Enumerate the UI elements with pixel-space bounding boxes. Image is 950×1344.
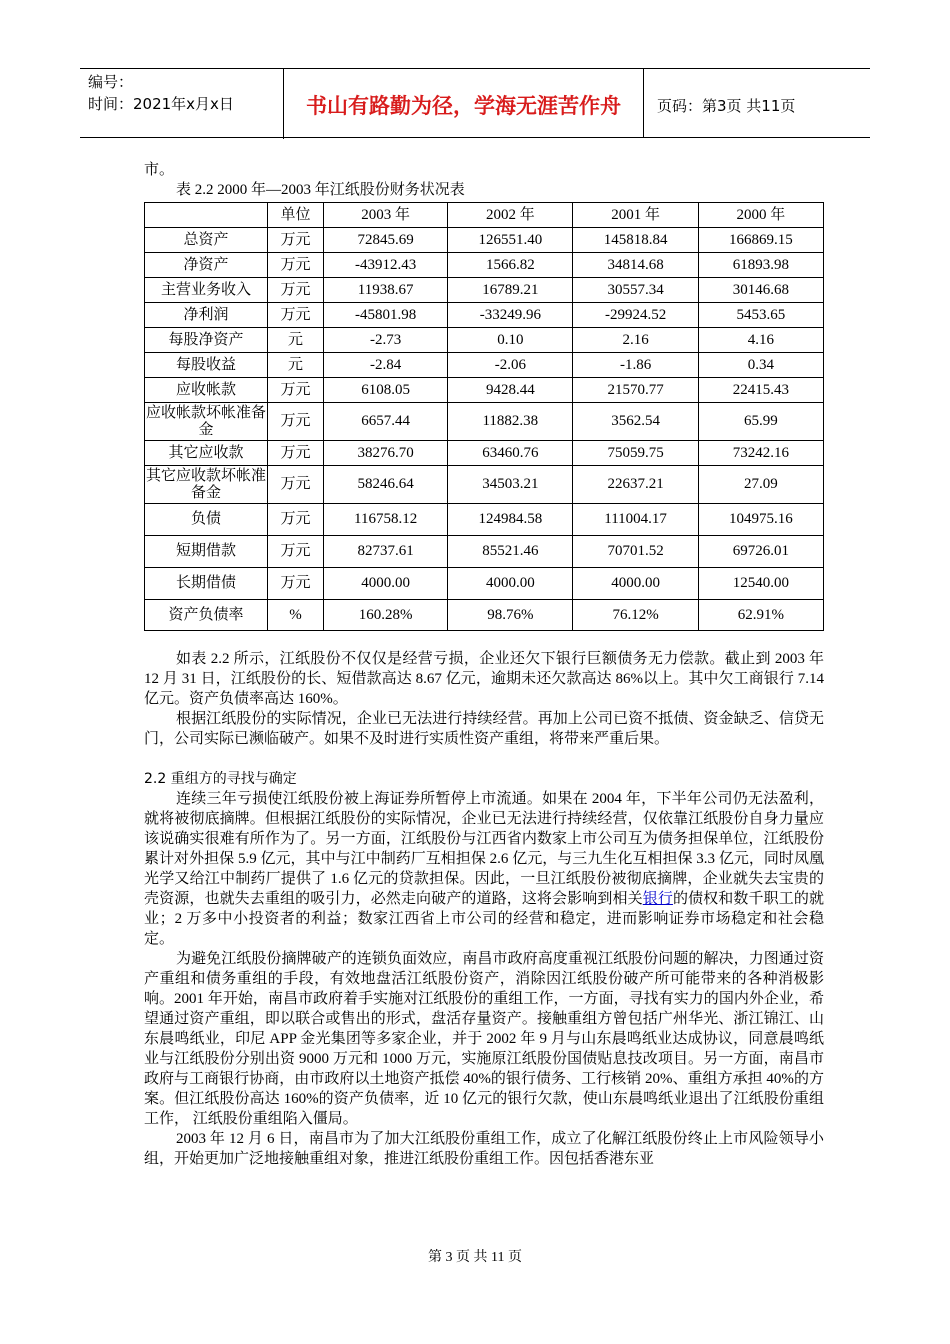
row-label-cell: 每股净资产 xyxy=(145,328,268,353)
value-cell-2003: 82737.61 xyxy=(324,536,448,568)
value-cell-2001: 22637.21 xyxy=(573,466,698,504)
unit-cell: 万元 xyxy=(268,303,324,328)
value-cell-2003: -2.84 xyxy=(324,353,448,378)
table-header-row xyxy=(145,203,824,228)
value-cell-2003: -2.73 xyxy=(324,328,448,353)
unit-cell: % xyxy=(268,600,324,631)
paragraph-text: 连续三年亏损使江纸股份被上海证券所暂停上市流通。如果在 2004 年，下半年公司仍无法盈利，就将被彻底摘牌。但根据江纸股份的实际情况，企业已无法进行持续经营，仅依靠江纸股份自身力量应该说确实很难有所作为了。另一方面，江纸股份与江西省内数家上市公司互为债务担保单位，江纸股份累计对外担保 5.9 亿元，其中与江中制药厂互相担保 2.6 亿元，与三九生化互相担保 3.3 亿元，同时凤凰光学又给江中制药厂提供了 1.6 亿元的贷款担保。因此，一旦江纸股份被彻底摘牌，企业就失去宝贵的壳资源，也就失去重组的吸引力，必然走向破产的道路，这将会影响到相关 xyxy=(144,791,824,907)
unit-cell: 万元 xyxy=(268,403,324,441)
unit-cell: 万元 xyxy=(268,253,324,278)
row-label-cell: 净资产 xyxy=(145,253,268,278)
value-cell-2000: 27.09 xyxy=(698,466,823,504)
value-cell-2003: 160.28% xyxy=(324,600,448,631)
value-cell-2002: 0.10 xyxy=(448,328,573,353)
row-label-cell: 净利润 xyxy=(145,303,268,328)
table-row xyxy=(145,378,824,403)
table-row xyxy=(145,353,824,378)
value-cell-2000: 166869.15 xyxy=(698,228,823,253)
row-label-cell: 应收帐款坏帐准备金 xyxy=(145,403,268,441)
value-cell-2001: 70701.52 xyxy=(573,536,698,568)
table-row xyxy=(145,278,824,303)
document-body xyxy=(144,160,824,1169)
paragraph: 为避免江纸股份摘牌破产的连锁负面效应，南昌市政府高度重视江纸股份问题的解决，力图通过资产重组和债务重组的手段，有效地盘活江纸股份资产，消除因江纸股份破产所可能带来的各种消极影响。2001 年开始，南昌市政府着手实施对江纸股份的重组工作，一方面，寻找有实力的国内外企业，希望通过资产重组，即以联合或售出的形式，盘活存量资产。接触重组方曾包括广州华光、浙江锦江、山东晨鸣纸业，印尼 APP 金光集团等多家企业，并于 2002 年 9 月与山东晨鸣纸业达成协议，同意晨鸣纸业与江纸股份分别出资 9000 万元和 1000 万元，实施原江纸股份国债贴息技改项目。另一方面，南昌市政府与工商银行协商，由市政府以土地资产抵偿 40%的银行债务、工行核销 20%、重组方承担 40%的方案。但江纸股份高达 160%的资产负债率，近 10 亿元的银行欠款，使山东晨鸣纸业退出了江纸股份重组工作， 江纸股份重组陷入僵局。 xyxy=(144,951,824,1127)
unit-cell: 元 xyxy=(268,353,324,378)
header-motto: 书山有路勤为径，学海无涯苦作舟 xyxy=(284,69,644,137)
header-time: 时间：2021年x月x日 xyxy=(88,95,234,113)
header-cell: 2002 年 xyxy=(448,203,573,228)
unit-cell: 万元 xyxy=(268,536,324,568)
unit-cell: 万元 xyxy=(268,228,324,253)
header-page-info: 页码：第3页 共11页 xyxy=(657,96,796,115)
analysis-section xyxy=(144,649,824,749)
value-cell-2000: 73242.16 xyxy=(698,441,823,466)
value-cell-2003: 72845.69 xyxy=(324,228,448,253)
value-cell-2001: 2.16 xyxy=(573,328,698,353)
value-cell-2000: 30146.68 xyxy=(698,278,823,303)
value-cell-2002: 16789.21 xyxy=(448,278,573,303)
unit-cell: 万元 xyxy=(268,378,324,403)
table-row xyxy=(145,536,824,568)
value-cell-2001: 21570.77 xyxy=(573,378,698,403)
value-cell-2003: 116758.12 xyxy=(324,504,448,536)
value-cell-2003: 58246.64 xyxy=(324,466,448,504)
value-cell-2002: 124984.58 xyxy=(448,504,573,536)
value-cell-2002: 34503.21 xyxy=(448,466,573,504)
row-label-cell: 负债 xyxy=(145,504,268,536)
value-cell-2000: 4.16 xyxy=(698,328,823,353)
table-row xyxy=(145,228,824,253)
row-label-cell: 长期借债 xyxy=(145,568,268,600)
value-cell-2001: -29924.52 xyxy=(573,303,698,328)
value-cell-2001: 3562.54 xyxy=(573,403,698,441)
value-cell-2001: 75059.75 xyxy=(573,441,698,466)
value-cell-2000: 12540.00 xyxy=(698,568,823,600)
value-cell-2001: -1.86 xyxy=(573,353,698,378)
value-cell-2003: 6657.44 xyxy=(324,403,448,441)
value-cell-2000: 0.34 xyxy=(698,353,823,378)
value-cell-2002: 4000.00 xyxy=(448,568,573,600)
value-cell-2002: 9428.44 xyxy=(448,378,573,403)
paragraph: 如表 2.2 所示，江纸股份不仅仅是经营亏损，企业还欠下银行巨额债务无力偿款。截止到 2003 年 12 月 31 日，江纸股份的长、短借款高达 8.67 亿元，逾期未还欠款高达 86%以上。其中欠工商银行 7.14 亿元。资产负债率高达 160%。 xyxy=(144,651,824,707)
unit-cell: 万元 xyxy=(268,504,324,536)
value-cell-2002: 11882.38 xyxy=(448,403,573,441)
header-cell: 2001 年 xyxy=(573,203,698,228)
value-cell-2001: 30557.34 xyxy=(573,278,698,303)
value-cell-2000: 22415.43 xyxy=(698,378,823,403)
table-row xyxy=(145,504,824,536)
value-cell-2003: -43912.43 xyxy=(324,253,448,278)
value-cell-2001: 34814.68 xyxy=(573,253,698,278)
row-label-cell: 主营业务收入 xyxy=(145,278,268,303)
value-cell-2003: -45801.98 xyxy=(324,303,448,328)
section-title: 2.2 重组方的寻找与确定 xyxy=(144,771,297,787)
value-cell-2000: 69726.01 xyxy=(698,536,823,568)
table-row xyxy=(145,441,824,466)
value-cell-2001: 76.12% xyxy=(573,600,698,631)
table-row xyxy=(145,403,824,441)
value-cell-2001: 4000.00 xyxy=(573,568,698,600)
value-cell-2002: 85521.46 xyxy=(448,536,573,568)
value-cell-2001: 111004.17 xyxy=(573,504,698,536)
bank-link[interactable]: 银行 xyxy=(642,891,673,907)
row-label-cell: 应收帐款 xyxy=(145,378,268,403)
header-cell: 2000 年 xyxy=(698,203,823,228)
value-cell-2000: 104975.16 xyxy=(698,504,823,536)
value-cell-2002: -2.06 xyxy=(448,353,573,378)
row-label-cell: 每股收益 xyxy=(145,353,268,378)
table-row xyxy=(145,466,824,504)
unit-cell: 万元 xyxy=(268,278,324,303)
value-cell-2000: 65.99 xyxy=(698,403,823,441)
value-cell-2003: 6108.05 xyxy=(324,378,448,403)
header-number: 编号： xyxy=(88,73,134,91)
row-label-cell: 其它应收款 xyxy=(145,441,268,466)
paragraph-text: 的债权和数千职工的就业；2 万多中小投资者的利益；数家江西省上市公司的经营和稳定，进而影响证券市场稳定和社会稳定。 xyxy=(144,891,824,947)
header-cell: 单位 xyxy=(268,203,324,228)
unit-cell: 万元 xyxy=(268,441,324,466)
value-cell-2002: 1566.82 xyxy=(448,253,573,278)
header-cell: 2003 年 xyxy=(324,203,448,228)
row-label-cell: 资产负债率 xyxy=(145,600,268,631)
value-cell-2002: 63460.76 xyxy=(448,441,573,466)
table-row xyxy=(145,328,824,353)
intro-line: 市。 xyxy=(144,162,175,178)
value-cell-2002: 98.76% xyxy=(448,600,573,631)
unit-cell: 万元 xyxy=(268,568,324,600)
page-footer: 第 3 页 共 11 页 xyxy=(428,1250,522,1265)
table-row xyxy=(145,600,824,631)
financial-table xyxy=(144,202,824,631)
header-cell xyxy=(145,203,268,228)
paragraph: 根据江纸股份的实际情况，企业已无法进行持续经营。再加上公司已资不抵债、资金缺乏、信贷无门，公司实际已濒临破产。如果不及时进行实质性资产重组，将带来严重后果。 xyxy=(144,711,824,747)
unit-cell: 元 xyxy=(268,328,324,353)
page-header xyxy=(80,68,870,138)
row-label-cell: 其它应收款坏帐准备金 xyxy=(145,466,268,504)
paragraph: 2003 年 12 月 6 日，南昌市为了加大江纸股份重组工作，成立了化解江纸股份终止上市风险领导小组，开始更加广泛地接触重组对象，推进江纸股份重组工作。因包括香港东亚 xyxy=(144,1131,824,1167)
value-cell-2003: 11938.67 xyxy=(324,278,448,303)
value-cell-2002: 126551.40 xyxy=(448,228,573,253)
value-cell-2001: 145818.84 xyxy=(573,228,698,253)
value-cell-2000: 61893.98 xyxy=(698,253,823,278)
row-label-cell: 短期借款 xyxy=(145,536,268,568)
table-row xyxy=(145,303,824,328)
value-cell-2002: -33249.96 xyxy=(448,303,573,328)
table-row xyxy=(145,253,824,278)
value-cell-2003: 38276.70 xyxy=(324,441,448,466)
table-caption: 表 2.2 2000 年—2003 年江纸股份财务状况表 xyxy=(176,182,465,198)
paragraph xyxy=(144,789,824,949)
value-cell-2000: 5453.65 xyxy=(698,303,823,328)
header-left-cell xyxy=(80,69,284,139)
value-cell-2003: 4000.00 xyxy=(324,568,448,600)
unit-cell: 万元 xyxy=(268,466,324,504)
row-label-cell: 总资产 xyxy=(145,228,268,253)
value-cell-2000: 62.91% xyxy=(698,600,823,631)
table-row xyxy=(145,568,824,600)
